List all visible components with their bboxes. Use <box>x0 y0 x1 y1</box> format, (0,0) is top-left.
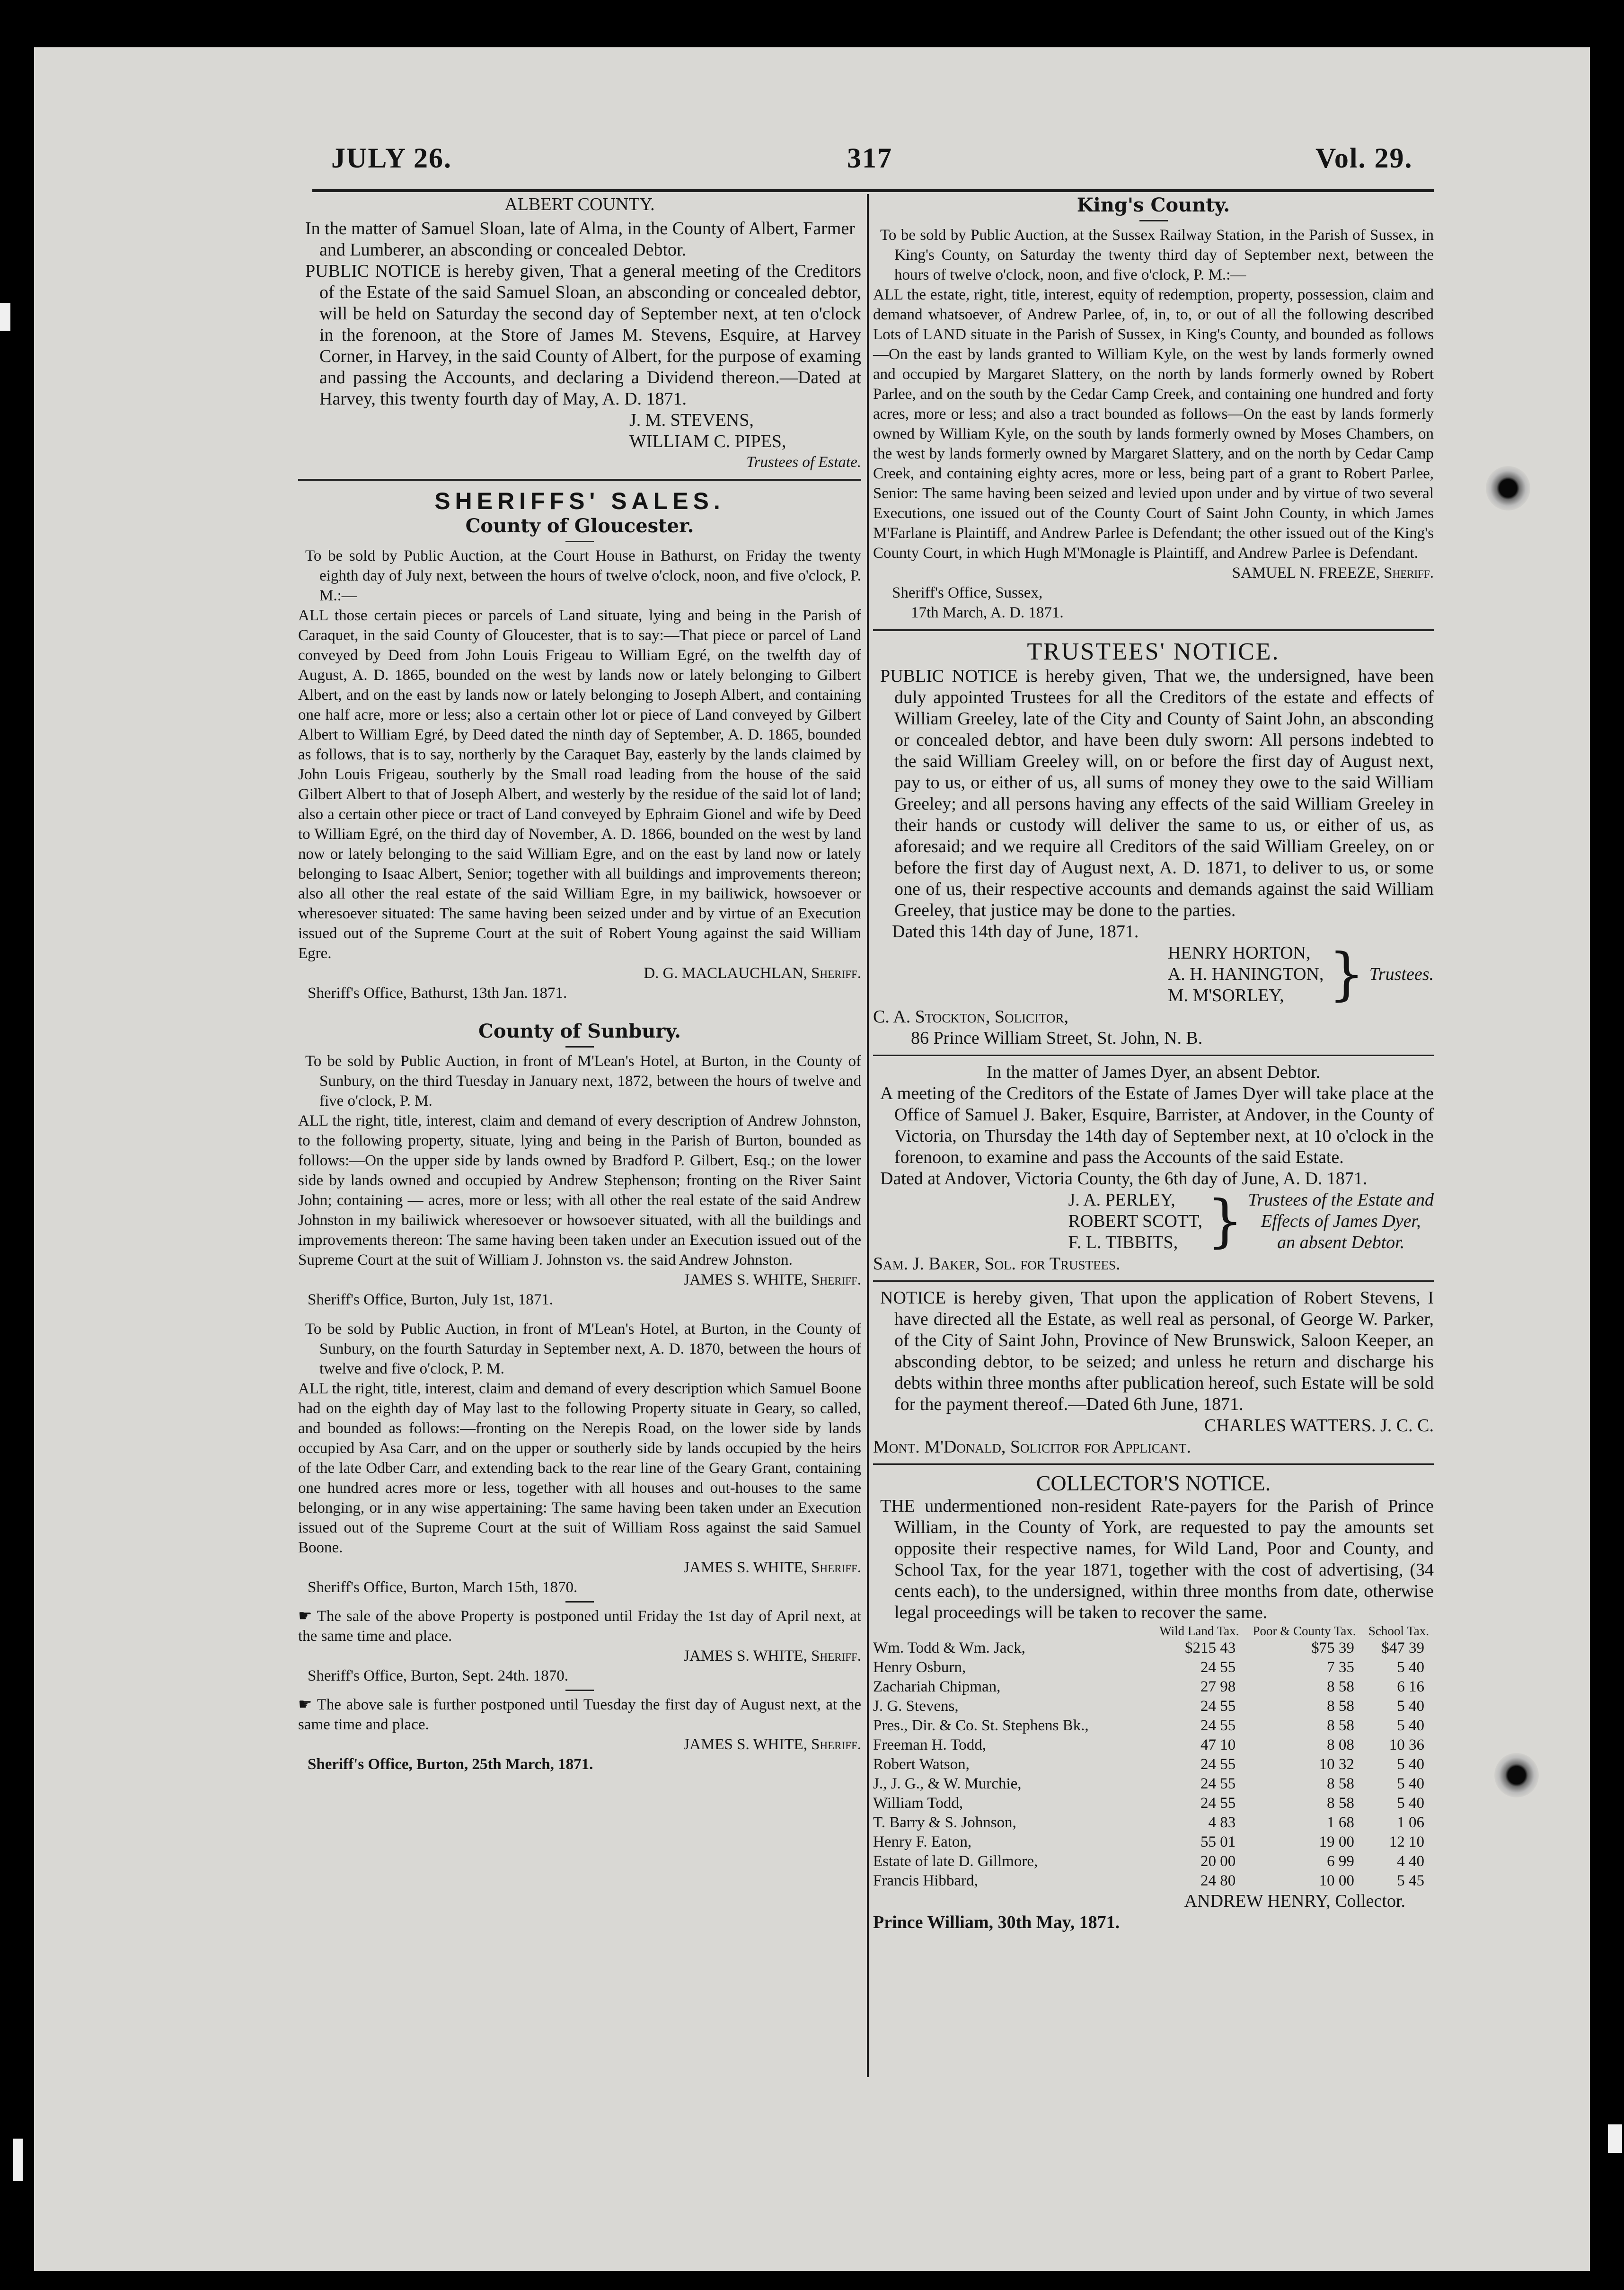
header-volume: Vol. 29. <box>1315 142 1413 174</box>
gloucester-intro: To be sold by Public Auction, at the Court House in Bathurst, on Friday the twenty eighth day of July next, between the hours of twelve o'clock, noon, and five o'clock, P. M.:— <box>305 547 861 604</box>
trustees-body: PUBLIC NOTICE is hereby given, That we, the undersigned, have been duly appointed Trustees for all the Creditors of the estate and effects of William Greeley, late of the City and County of Saint John, an absconding or concealed debtor, and have been duly sworn: All persons indebted to the said William Greeley will, on or before the first day of August next, pay to us, or either of us, all sums of money they owe to the said William Greeley; and all persons having any effects of the said William Greeley in their hands or custody will deliver the same to us, or either of us, as aforesaid; and we require all Creditors of the said William Greeley, on or before the first day of August next, A. D. 1871, to deliver to us, or some one of us, their respective accounts and demands against the said William Greeley, that justice may be done to the parties. <box>880 666 1434 920</box>
sunbury-postpone-2-text: The above sale is further postponed until Tuesday the first day of August next, at the same time and place. <box>298 1696 861 1733</box>
gloucester-office: Sheriff's Office, Bathurst, 13th Jan. 1871. <box>308 985 567 1002</box>
kings-county-heading: King's County. <box>1077 194 1230 216</box>
ratepayer-name: Freeman H. Todd, <box>873 1736 987 1753</box>
table-row <box>873 1677 1434 1697</box>
dyer-dated: Dated at Andover, Victoria County, the 6th day of June, A. D. 1871. <box>880 1169 1368 1189</box>
ratepayer-name: Zachariah Chipman, <box>873 1678 1001 1695</box>
dyer-matter: In the matter of James Dyer, an absent Debtor. <box>986 1062 1321 1082</box>
sunbury-sheriff-2: JAMES S. WHITE, Sheriff. <box>683 1559 861 1576</box>
dyer-trustee-names <box>1068 1189 1202 1253</box>
kings-body: ALL the estate, right, title, interest, equity of redemption, property, possession, claim and demand whatsoever, of Andrew Parlee, of, in, to, or out of all the following described Lots of LAND situate in the Parish of Sussex, in King's County, and bounded as follows—On the east by lands granted to William Kyle, on the west by lands formerly owned and occupied by Margaret Slattery, on the north by lands formerly owned by Robert Parlee, and on the south by the Cedar Camp Creek, and containing one hundred and forty acres, more or less; and also a tract bounded as follows—On the east by lands formerly owned by William Kyle, on the south by lands formerly owned by Moses Chambers, on the west by lands formerly owned by Margaret Slattery, and on the north by Cedar Camp Creek, and containing eighty acres, more or less, being part of a grant to Robert Parlee, Senior: The same having been seized and levied upon under and by virtue of two several Executions, one issued out of the County Court of Saint John County, in which James M'Farlane is Plaintiff, and Andrew Parlee is Defendant; the other issued out of the King's County Court, in which Hugh M'Monagle is Plaintiff, and Andrew Parlee is Defendant. <box>873 286 1434 562</box>
pointing-hand-icon: ☛ <box>298 1608 317 1625</box>
tax-table-body <box>873 1638 1434 1891</box>
sheriffs-sales-heading: SHERIFFS' SALES. <box>434 488 725 514</box>
section-rule <box>298 479 861 481</box>
header-date: JULY 26. <box>331 142 452 174</box>
tax-table <box>873 1623 1434 1891</box>
table-row <box>873 1755 1434 1774</box>
sunbury-sheriff-1: JAMES S. WHITE, Sheriff. <box>683 1271 861 1288</box>
pointing-hand-icon: ☛ <box>298 1696 317 1713</box>
ratepayer-name: J. G. Stevens, <box>873 1698 959 1715</box>
poor-county-tax: 8 58 <box>1327 1775 1354 1792</box>
dyer-trustees-role <box>1248 1189 1434 1253</box>
parker-signature: CHARLES WATTERS. J. C. C. <box>1204 1416 1434 1436</box>
school-tax: 5 40 <box>1397 1698 1424 1715</box>
kings-county-sale <box>873 225 1434 623</box>
punch-hole <box>1486 466 1530 511</box>
sunbury-heading: County of Sunbury. <box>478 1020 681 1042</box>
ratepayer-name: Estate of late D. Gillmore, <box>873 1853 1038 1870</box>
poor-county-tax: 8 58 <box>1327 1698 1354 1715</box>
page-edge-mark <box>0 303 10 331</box>
albert-signature-1: J. M. STEVENS, <box>629 410 754 430</box>
trustees-notice <box>873 666 1434 1049</box>
sunbury-office-1: Sheriff's Office, Burton, July 1st, 1871. <box>308 1291 553 1308</box>
sunbury-sheriff-4: JAMES S. WHITE, Sheriff. <box>683 1736 861 1753</box>
school-tax: 12 10 <box>1389 1833 1424 1850</box>
parker-body: NOTICE is hereby given, That upon the application of Robert Stevens, I have directed all the Estate, as well real as personal, of George W. Parker, of the City of Saint John, Province of New Brunswick, Saloon Keeper, an absconding debtor, to be seized; and unless he return and discharge his debts within three months after publication hereof, such Estate will be sold for the payment thereof.—Dated 6th June, 1871. <box>880 1288 1434 1414</box>
collectors-notice <box>873 1496 1434 1933</box>
trustee-name: HENRY HORTON, <box>1167 943 1311 963</box>
sunbury-office-3: Sheriff's Office, Burton, Sept. 24th. 1870. <box>308 1667 569 1684</box>
header-rule <box>312 189 1434 192</box>
short-rule <box>1139 220 1168 221</box>
parker-solicitor: Mont. M'Donald, Solicitor for Applicant. <box>873 1437 1191 1457</box>
sunbury-sale-johnston <box>298 1051 861 1310</box>
school-tax: 4 40 <box>1397 1853 1424 1870</box>
table-row <box>873 1697 1434 1716</box>
poor-county-tax: 10 32 <box>1319 1756 1354 1773</box>
sunbury-postpone-1 <box>298 1606 861 1646</box>
albert-body: PUBLIC NOTICE is hereby given, That a general meeting of the Creditors of the Estate of the said Samuel Sloan, an absconding or concealed debtor, will be held on Saturday the second day of September next, at ten o'clock in the forenoon, at the Store of James M. Stevens, Esquire, at Harvey Corner, in Harvey, in the said County of Albert, for the purpose of examing and passing the Accounts, and declaring a Dividend thereon.—Dated at Harvey, this twenty fourth day of May, A. D. 1871. <box>305 261 861 409</box>
ratepayer-name: Henry Osburn, <box>873 1659 966 1676</box>
dyer-role-line: an absent Debtor. <box>1277 1233 1405 1252</box>
poor-county-column-header: Poor & County Tax. <box>1253 1624 1356 1638</box>
page-edge-mark <box>13 2139 23 2181</box>
sunbury-sale-boone <box>298 1319 861 1774</box>
ratepayer-name: Robert Watson, <box>873 1756 970 1773</box>
school-tax: 10 36 <box>1389 1736 1424 1753</box>
header-page-number: 317 <box>847 142 892 174</box>
dyer-solicitor: Sam. J. Baker, Sol. for Trustees. <box>873 1254 1121 1274</box>
table-row <box>873 1813 1434 1832</box>
tax-table-header <box>873 1623 1434 1638</box>
table-row <box>873 1852 1434 1871</box>
punch-hole <box>1494 1753 1539 1797</box>
page-edge-mark <box>1608 2124 1622 2153</box>
kings-intro: To be sold by Public Auction, at the Sussex Railway Station, in the Parish of Sussex, in King's County, on Saturday the twenty third day of September next, between the hours of twelve o'clock, noon, and five o'clock, P. M.:— <box>880 227 1434 283</box>
trustee-name: F. L. TIBBITS, <box>1068 1233 1178 1252</box>
wild-land-tax: 24 55 <box>1200 1775 1236 1792</box>
collector-signature: ANDREW HENRY, Collector. <box>1184 1891 1405 1911</box>
poor-county-tax: 1 68 <box>1327 1814 1354 1831</box>
school-tax: 5 40 <box>1397 1775 1424 1792</box>
right-column <box>873 194 1434 1933</box>
wild-land-tax: 24 55 <box>1200 1756 1236 1773</box>
school-tax: $47 39 <box>1381 1639 1424 1656</box>
sunbury-sheriff-3: JAMES S. WHITE, Sheriff. <box>683 1647 861 1665</box>
wild-land-tax: 47 10 <box>1200 1736 1236 1753</box>
trustees-signatures <box>873 942 1434 1006</box>
left-column <box>298 194 861 1774</box>
tax-header-row <box>873 1623 1434 1638</box>
sunbury-sale1-body: ALL the right, title, interest, claim and demand of every description of Andrew Johnston, to the following property, situate, lying and being in the Parish of Burton, bounded as follows:—On the upper side by lands owned by Bradford P. Gilbert, Esq.; on the lower side by lands owned and occupied by Andrew Stephenson; fronting on the River Saint John; containing — acres, more or less; with all other the real estate of the said Andrew Johnston in my bailiwick wheresoever or howsoever situated, with all the buildings and improvements thereon: The same having been taken under an Execution issued out of the Supreme Court at the suit of William J. Johnston vs. the said Andrew Johnston. <box>298 1112 861 1268</box>
ratepayer-name: J., J. G., & W. Murchie, <box>873 1775 1022 1792</box>
spacer <box>298 1310 861 1319</box>
sunbury-office-4: Sheriff's Office, Burton, 25th March, 1871. <box>308 1756 593 1773</box>
ratepayer-name: Pres., Dir. & Co. St. Stephens Bk., <box>873 1717 1089 1734</box>
dyer-role-line: Trustees of the Estate and <box>1248 1190 1434 1210</box>
ratepayer-name: Francis Hibbard, <box>873 1872 978 1889</box>
short-rule <box>565 1690 594 1691</box>
table-row <box>873 1658 1434 1677</box>
wild-land-tax: 24 80 <box>1200 1872 1236 1889</box>
table-row <box>873 1716 1434 1735</box>
trustee-name: ROBERT SCOTT, <box>1068 1211 1202 1231</box>
poor-county-tax: 8 58 <box>1327 1795 1354 1812</box>
trustee-name: J. A. PERLEY, <box>1068 1190 1175 1210</box>
trustee-name: A. H. HANINGTON, <box>1167 964 1324 984</box>
albert-signature-2: WILLIAM C. PIPES, <box>629 432 786 451</box>
albert-heading: ALBERT COUNTY. <box>504 194 655 214</box>
section-rule <box>873 1463 1434 1465</box>
dyer-notice <box>873 1062 1434 1275</box>
poor-county-tax: 8 58 <box>1327 1678 1354 1695</box>
column-divider <box>867 194 869 2077</box>
school-tax: 5 40 <box>1397 1717 1424 1734</box>
sunbury-postpone-2 <box>298 1695 861 1735</box>
ratepayer-name: Wm. Todd & Wm. Jack, <box>873 1639 1025 1656</box>
gloucester-heading: County of Gloucester. <box>465 515 694 537</box>
poor-county-tax: 6 99 <box>1327 1853 1354 1870</box>
short-rule <box>565 1601 594 1603</box>
trustees-dated: Dated this 14th day of June, 1871. <box>892 922 1139 942</box>
brace-glyph: } <box>1207 1188 1244 1254</box>
trustees-notice-heading: TRUSTEES' NOTICE. <box>1027 638 1280 665</box>
table-row <box>873 1774 1434 1794</box>
short-rule <box>565 541 594 542</box>
dyer-signatures <box>873 1189 1434 1253</box>
poor-county-tax: 8 08 <box>1327 1736 1354 1753</box>
collectors-notice-heading: COLLECTOR'S NOTICE. <box>1036 1471 1271 1495</box>
school-tax: 5 40 <box>1397 1659 1424 1676</box>
ratepayer-name: Henry F. Eaton, <box>873 1833 972 1850</box>
trustees-role: Trustees. <box>1369 964 1434 984</box>
collector-place-date: Prince William, 30th May, 1871. <box>873 1912 1120 1932</box>
poor-county-tax: $75 39 <box>1311 1639 1354 1656</box>
brace-glyph: } <box>1328 941 1365 1007</box>
name-column-header <box>873 1623 1154 1638</box>
albert-matter: In the matter of Samuel Sloan, late of Alma, in the County of Albert, Farmer and Lumberer, an absconding or concealed Debtor. <box>305 219 855 260</box>
poor-county-tax: 19 00 <box>1319 1833 1354 1850</box>
wild-land-tax: 27 98 <box>1200 1678 1236 1695</box>
sunbury-sale1-intro: To be sold by Public Auction, in front of M'Lean's Hotel, at Burton, in the County of Sunbury, on the third Tuesday in January next, 1872, between the hours of twelve and five o'clock, P. M. <box>305 1053 861 1110</box>
poor-county-tax: 10 00 <box>1319 1872 1354 1889</box>
dyer-role-line: Effects of James Dyer, <box>1261 1211 1421 1231</box>
kings-office-2: 17th March, A. D. 1871. <box>911 604 1064 621</box>
school-tax: 6 16 <box>1397 1678 1424 1695</box>
table-row <box>873 1832 1434 1852</box>
sunbury-postpone-1-text: The sale of the above Property is postponed until Friday the 1st day of April next, at the same time and place. <box>298 1608 861 1645</box>
trustee-name: M. M'SORLEY, <box>1167 986 1284 1005</box>
wild-land-tax: 24 55 <box>1200 1795 1236 1812</box>
albert-county-notice <box>298 194 861 472</box>
sunbury-sale2-body: ALL the right, title, interest, claim and demand of every description which Samuel Boone had on the eighth day of May last to the following Property situate in Geary, so called, and bounded as follows:—fronting on the Nerepis Road, on the lower side by lands occupied by Asa Carr, and on the upper or southerly side by lands occupied by the heirs of the late Odber Carr, and extending back to the rear line of the Geary Grant, containing one hundred acres more or less, together with all houses and out-houses to the same belonging, or in any wise appertaining: The same having been taken under an Execution issued out of the Supreme Court at the suit of William Ross against the said Samuel Boone. <box>298 1380 861 1556</box>
ratepayer-name: T. Barry & S. Johnson, <box>873 1814 1016 1831</box>
wild-land-tax: 24 55 <box>1200 1659 1236 1676</box>
wild-land-tax: 24 55 <box>1200 1717 1236 1734</box>
poor-county-tax: 8 58 <box>1327 1717 1354 1734</box>
kings-sheriff: SAMUEL N. FREEZE, Sheriff. <box>1232 564 1434 581</box>
school-tax: 5 45 <box>1397 1872 1424 1889</box>
kings-office-1: Sheriff's Office, Sussex, <box>892 584 1043 601</box>
wild-land-tax: 24 55 <box>1200 1698 1236 1715</box>
table-row <box>873 1638 1434 1658</box>
table-row <box>873 1871 1434 1891</box>
section-rule <box>873 1280 1434 1282</box>
sunbury-office-2: Sheriff's Office, Burton, March 15th, 1870. <box>308 1579 578 1596</box>
trustees-address: 86 Prince William Street, St. John, N. B. <box>911 1028 1203 1048</box>
collector-body: THE undermentioned non-resident Rate-payers for the Parish of Prince William, in the County of York, are requested to pay the amounts set opposite their respective names, for Wild Land, Poor and County, and School Tax, for the year 1871, together with the cost of advertising, (34 cents each), to the undersigned, within three months from date, otherwise legal proceedings will be taken to recover the same. <box>880 1496 1434 1622</box>
sunbury-sale2-intro: To be sold by Public Auction, in front of M'Lean's Hotel, at Burton, in the County of Sunbury, on the fourth Saturday in September next, A. D. 1870, between the hours of twelve and five o'clock, P. M. <box>305 1321 861 1377</box>
dyer-body: A meeting of the Creditors of the Estate of James Dyer will take place at the Office of Samuel J. Baker, Esquire, Barrister, at Andover, in the County of Victoria, on Thursday the 14th day of September next, at 10 o'clock in the forenoon, to examine and pass the Accounts of the said Estate. <box>880 1083 1434 1167</box>
poor-county-tax: 7 35 <box>1327 1659 1354 1676</box>
school-column-header: School Tax. <box>1368 1624 1429 1638</box>
school-tax: 5 40 <box>1397 1795 1424 1812</box>
gloucester-sheriff: D. G. MACLAUCHLAN, Sheriff. <box>644 965 861 982</box>
gloucester-sale <box>298 546 861 1003</box>
table-row <box>873 1794 1434 1813</box>
wild-land-tax: 20 00 <box>1200 1853 1236 1870</box>
section-rule <box>873 1055 1434 1056</box>
trustees-names <box>1168 942 1324 1006</box>
parker-notice <box>873 1287 1434 1458</box>
school-tax: 5 40 <box>1397 1756 1424 1773</box>
school-tax: 1 06 <box>1397 1814 1424 1831</box>
wild-land-tax: 55 01 <box>1200 1833 1236 1850</box>
gloucester-body: ALL those certain pieces or parcels of Land situate, lying and being in the Parish of Caraquet, in the said County of Gloucester, that is to say:—That piece or parcel of Land conveyed by Deed from John Louis Frigeau to William Egré, on the twelfth day of August, A. D. 1865, bounded on the west by lands now or lately belonging to Gilbert Albert, and on the east by lands now or lately belonging to Joseph Albert, and containing one half acre, more or less; also a certain other lot or piece of Land conveyed by Gilbert Albert to William Egré, by Deed dated the ninth day of September, A. D. 1865, bounded as follows, that is to say, northerly by the Caraquet Bay, easterly by the lands claimed by John Louis Frigeau, southerly by the Small road leading from the house of the said Gilbert Albert to that of Joseph Albert, and westerly by the residue of the said lot of land; also a certain other piece or tract of Land conveyed by Ephraim Gionel and wife by Deed to William Egré, on the third day of November, A. D. 1866, bounded on the west by land now or lately belonging to the said William Egre, and on the east by land now or lately belonging to Isaac Albert, Senior; together with all buildings and improvements thereon; also all other the real estate of the said William Egre, in my bailiwick, howsoever or wheresoever situated: The same having been seized under and by virtue of an Execution issued out of the Supreme Court at the suit of Robert Young against the said William Egre. <box>298 607 861 962</box>
trustees-solicitor: C. A. Stockton, Solicitor, <box>873 1007 1068 1027</box>
wild-land-tax: $215 43 <box>1185 1639 1236 1656</box>
wild-land-column-header: Wild Land Tax. <box>1159 1624 1239 1638</box>
wild-land-tax: 4 83 <box>1208 1814 1236 1831</box>
short-rule <box>565 1046 594 1048</box>
ratepayer-name: William Todd, <box>873 1795 963 1812</box>
table-row <box>873 1735 1434 1755</box>
section-rule <box>873 629 1434 631</box>
albert-signature-role: Trustees of Estate. <box>746 454 861 471</box>
